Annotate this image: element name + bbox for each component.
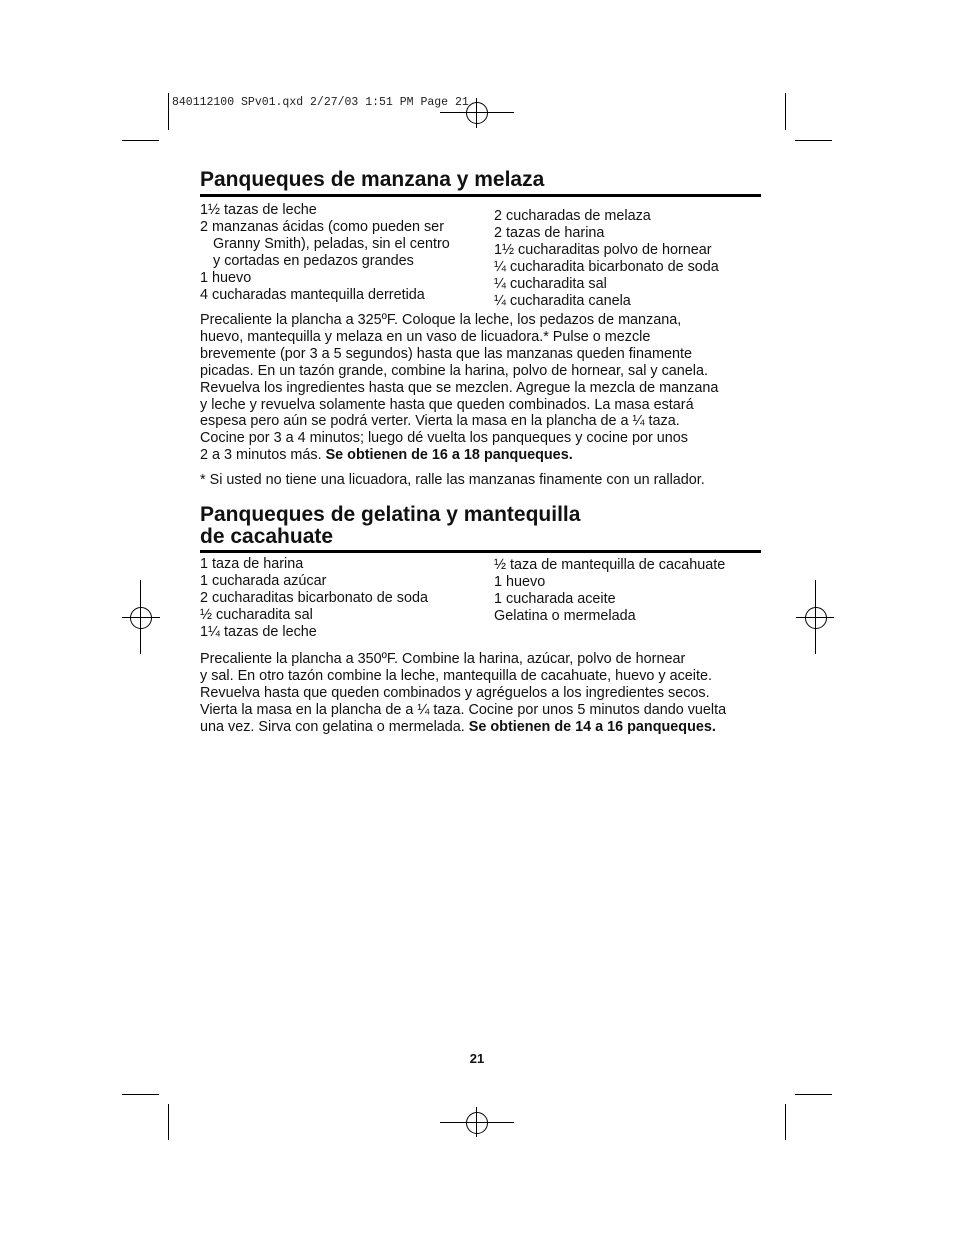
instruction-text: una vez. Sirva con gelatina o mermelada. [200,718,469,735]
instruction-line: huevo, mantequilla y melaza en un vaso de licuadora.* Pulse o mezcle [200,328,651,345]
instruction-line: y leche y revuelva solamente hasta que queden combinados. La masa estará [200,396,694,413]
instruction-line-last [200,719,766,736]
ingredient: 1 huevo [200,269,252,286]
recipe-2-yield: Se obtienen de 14 a 16 panqueques. [468,718,716,735]
page-number: 21 [469,1051,485,1066]
ingredient: Gelatina o mermelada [494,607,636,624]
ingredient: ½ taza de mantequilla de cacahuate [494,557,726,573]
instruction-line: Revuelva hasta que queden combinados y agréguelos a los ingredientes secos. [200,684,710,701]
ingredient: 1¼ tazas de leche [200,623,317,640]
recipe-1-instructions [200,312,766,464]
ingredient: 1 cucharada aceite [494,590,616,607]
ingredient: 1 taza de harina [200,556,304,572]
recipe-2-title [200,504,580,548]
ingredient: ¼ cucharadita bicarbonato de soda [494,258,719,275]
recipe-1-title: Panqueques de manzana y melaza [200,168,545,191]
ingredient: 1½ cucharaditas polvo de hornear [494,241,712,258]
recipe-1-ingredients-left [200,202,450,303]
instruction-line: Cocine por 3 a 4 minutos; luego dé vuelta los panqueques y cocine por unos [200,430,689,447]
ingredient: ¼ cucharadita sal [494,275,607,292]
ingredient: 2 cucharadas de melaza [494,208,651,224]
instruction-line: espesa pero aún se podrá verter. Vierta la masa en la plancha de a ¼ taza. [200,413,680,430]
recipe-1-title-rule [200,194,761,197]
ingredient: y cortadas en pedazos grandes [213,252,414,269]
recipe-2-ingredients-right [494,557,725,625]
instruction-line: picadas. En un tazón grande, combine la harina, polvo de hornear, sal y canela. [200,362,709,379]
ingredient: Granny Smith), peladas, sin el centro [213,235,450,252]
print-slug: 840112100 SPv01.qxd 2/27/03 1:51 PM Page 21 [172,96,469,109]
instruction-line: Precaliente la plancha a 325ºF. Coloque la leche, los pedazos de manzana, [200,312,682,328]
instruction-line: y sal. En otro tazón combine la leche, mantequilla de cacahuate, huevo y aceite. [200,667,712,684]
instruction-line: Precaliente la plancha a 350ºF. Combine la harina, azúcar, polvo de hornear [200,651,686,667]
instruction-text: 2 a 3 minutos más. [200,447,326,464]
ingredient: ½ cucharadita sal [200,606,313,623]
recipe-2-title-line-1: Panqueques de gelatina y mantequilla [200,503,581,526]
ingredient: 1 cucharada azúcar [200,572,327,589]
instruction-line: Revuelva los ingredientes hasta que se mezclen. Agregue la mezcla de manzana [200,379,719,396]
ingredient: 4 cucharadas mantequilla derretida [200,286,425,303]
ingredient: 2 manzanas ácidas (como pueden ser [200,218,444,235]
ingredient: 1 huevo [494,573,546,590]
recipe-1-yield: Se obtienen de 16 a 18 panqueques. [325,447,573,464]
recipe-2-title-line-2: de cacahuate [200,525,334,548]
instruction-line-last [200,447,766,464]
recipe-1-footnote: * Si usted no tiene una licuadora, ralle las manzanas finamente con un rallador. [200,472,705,488]
instruction-line: brevemente (por 3 a 5 segundos) hasta que las manzanas queden finamente [200,345,693,362]
instruction-line: Vierta la masa en la plancha de a ¼ taza. Cocine por unos 5 minutos dando vuelta [200,701,727,718]
ingredient: 2 cucharaditas bicarbonato de soda [200,589,429,606]
ingredient: 2 tazas de harina [494,224,605,241]
ingredient: ¼ cucharadita canela [494,292,631,309]
recipe-1-ingredients-right [494,208,719,309]
ingredient: 1½ tazas de leche [200,202,317,218]
recipe-2-ingredients-left [200,556,428,641]
recipe-2-title-rule [200,550,761,553]
recipe-2-instructions [200,651,766,736]
